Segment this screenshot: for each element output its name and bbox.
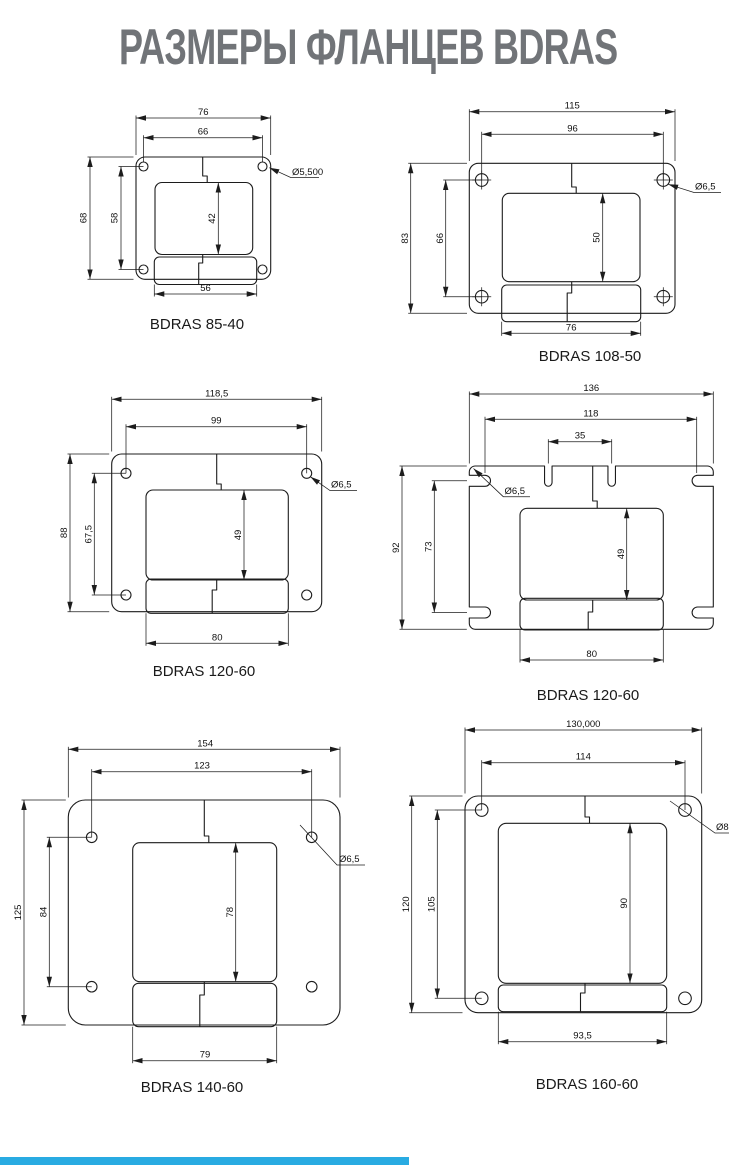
dim-outer-height: 68: [78, 212, 90, 224]
dimension-lines: [408, 109, 721, 336]
dim-hole-span-h: 99: [211, 415, 222, 427]
center-line: [199, 255, 203, 285]
dim-hole-span-h: 123: [194, 760, 210, 772]
dim-hole-dia: Ø6,5: [331, 479, 352, 491]
accent-bar: [0, 1157, 409, 1165]
dim-outer-width: 76: [198, 107, 209, 118]
center-line: [204, 800, 209, 843]
center-line: [585, 796, 590, 823]
dim-hole-span-h: 96: [567, 123, 578, 135]
dim-hole-span-h: 66: [197, 126, 209, 138]
dim-window-height: 49: [615, 548, 627, 560]
dimension-labels: [79, 107, 324, 294]
drawing-caption: BDRAS 160-60: [535, 1076, 639, 1093]
dim-hole-span-v: 105: [426, 896, 438, 913]
drawing-caption: BDRAS 140-60: [140, 1079, 244, 1096]
dim-window-height: 49: [232, 529, 244, 541]
dim-hole-span-v: 66: [434, 233, 446, 244]
center-line: [581, 983, 586, 1011]
mounting-hole: [258, 265, 267, 274]
dim-outer-width: 154: [197, 738, 214, 750]
dim-outer-width: 115: [564, 100, 580, 112]
dim-hole-dia: Ø6,5: [504, 485, 526, 497]
center-line: [212, 580, 217, 613]
flange-outline: [136, 157, 271, 285]
technical-drawing: [395, 95, 747, 343]
center-line: [567, 282, 572, 322]
dim-hole-span-h: 114: [575, 751, 591, 763]
dim-window-height: 90: [619, 898, 631, 909]
technical-drawing: [65, 100, 375, 318]
flange-outline: [469, 163, 675, 321]
center-line: [200, 982, 205, 1027]
dim-window-height: 42: [206, 213, 218, 224]
center-line: [572, 163, 577, 193]
mounting-hole: [306, 981, 317, 992]
drawing-caption: BDRAS 85-40: [149, 316, 245, 333]
dim-hole-dia: Ø8: [716, 822, 729, 834]
dim-outer-width: 136: [583, 383, 600, 394]
dimension-lines: [400, 392, 714, 663]
dimension-labels: [13, 738, 359, 1060]
dim-bottom-width: 76: [565, 322, 577, 334]
dim-outer-height: 83: [399, 233, 411, 244]
dim-hole-dia: Ø6,5: [339, 854, 360, 866]
flange-drawing-bdras-160-60: [400, 718, 747, 1065]
dimension-lines: [22, 747, 366, 1063]
dim-hole-dia: Ø6,5: [695, 181, 716, 193]
dimension-lines: [409, 728, 729, 1045]
dim-hole-dia: Ø5,500: [292, 166, 324, 178]
flange-outline: [112, 454, 322, 613]
center-line: [593, 466, 598, 508]
dim-hole-span-v: 58: [109, 212, 121, 224]
drawing-caption: BDRAS 120-60: [152, 663, 256, 680]
dim-outer-height: 125: [13, 904, 25, 921]
dim-bottom-width: 80: [586, 649, 597, 660]
technical-drawing: [45, 380, 375, 670]
dim-bottom-width: 93,5: [573, 1030, 592, 1042]
flange-drawing-bdras-120-60: [45, 380, 375, 670]
flange-outline: [68, 800, 340, 1027]
flange-drawing-bdras-140-60: [15, 725, 385, 1080]
dim-outer-height: 92: [391, 542, 403, 553]
flange-outline: [465, 796, 702, 1013]
mounting-hole: [302, 590, 312, 600]
flange-drawing-bdras-85-40: [65, 100, 375, 318]
dim-window-height: 50: [591, 232, 603, 243]
dim-hole-span-h: 118: [583, 408, 599, 420]
dim-outer-height: 88: [59, 527, 71, 539]
dimension-labels: [391, 383, 627, 660]
mounting-hole: [258, 162, 267, 171]
center-line: [588, 600, 593, 630]
technical-drawing: [391, 380, 747, 690]
technical-drawing: [400, 718, 747, 1065]
dim-outer-height: 120: [400, 896, 412, 913]
flange-drawing-bdras-108-50: [395, 95, 747, 343]
dimension-labels: [400, 101, 716, 334]
flange-drawing-bdras-120-60-slotted: [391, 380, 747, 690]
dim-hole-span-v: 84: [38, 906, 50, 918]
dim-hole-span-v: 67,5: [83, 524, 95, 544]
dim-outer-width: 118,5: [205, 388, 229, 400]
page-title: РАЗМЕРЫ ФЛАНЦЕВ BDRAS: [119, 19, 618, 75]
center-line: [203, 157, 208, 183]
dimension-labels: [401, 719, 729, 1042]
dim-outer-width: 130,000: [566, 719, 601, 730]
dim-window-height: 78: [224, 906, 236, 918]
dimension-lines: [88, 116, 320, 297]
dim-hole-span-v: 73: [423, 541, 435, 552]
center-line: [217, 454, 222, 490]
dim-bottom-width: 56: [200, 283, 211, 294]
dim-bottom-width: 79: [199, 1049, 211, 1061]
mounting-hole: [679, 992, 692, 1005]
drawing-caption: BDRAS 108-50: [538, 348, 642, 365]
technical-drawing: [15, 725, 385, 1080]
dim-notch-span: 35: [574, 430, 586, 442]
drawing-caption: BDRAS 120-60: [536, 687, 640, 704]
dim-bottom-width: 80: [211, 632, 223, 644]
